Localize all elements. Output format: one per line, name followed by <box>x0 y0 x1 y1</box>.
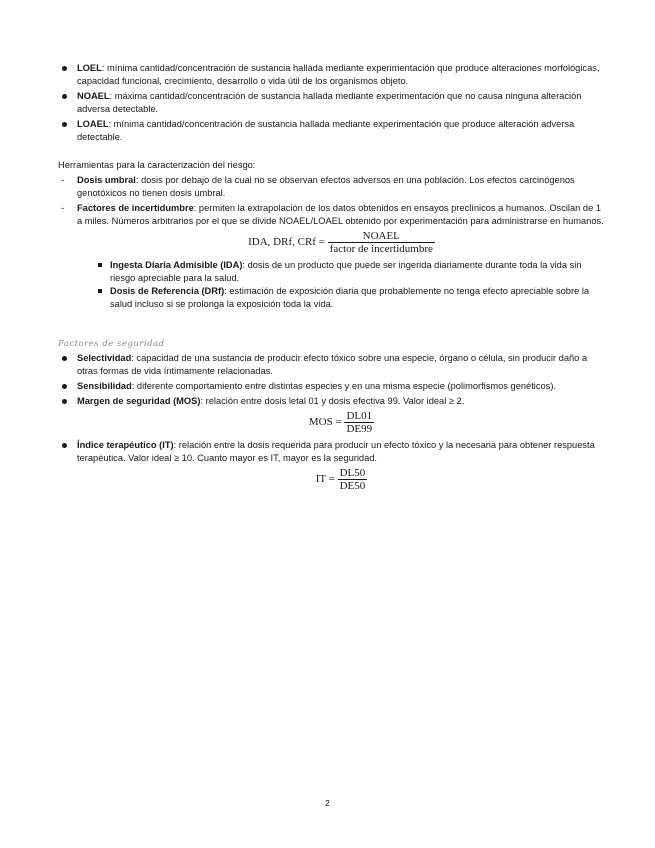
definition-text: : máxima cantidad/concentración de sustancia hallada mediante experimentación que no causa ninguna alteración adversa detectable. <box>77 91 582 114</box>
definition-text: : mínima cantidad/concentración de sustancia hallada mediante experimentación que produce alteración adversa detectable. <box>77 119 575 142</box>
sub-list <box>77 259 606 311</box>
it-formula <box>77 467 606 492</box>
term-it: Índice terapéutico (IT) <box>77 440 174 450</box>
list-item <box>58 174 606 200</box>
section-subtitle: Factores de seguridad <box>58 339 165 349</box>
formula-denominator: factor de incertidumbre <box>329 243 433 255</box>
ida-formula <box>77 230 606 255</box>
term-dosis-umbral: Dosis umbral <box>77 175 136 185</box>
list-item <box>58 62 606 88</box>
list-item <box>58 90 606 116</box>
definitions-section <box>58 62 606 146</box>
definition-text: : mínima cantidad/concentración de sustancia hallada mediante experimentación que produce alteraciones morfológicas, capacidad funcional, crecimiento, desarrollo o vida útil de los organismos objeto. <box>77 63 600 86</box>
safety-factors-section <box>58 338 606 496</box>
section-intro: Herramientas para la caracterización del riesgo: <box>58 160 256 170</box>
list-item <box>58 352 606 378</box>
safety-list <box>58 352 606 492</box>
definition-text: : dosis por debajo de la cual no se observan efectos adversos en una población. Los efectos carcinógenos genotóxicos no tienen dosis umbral. <box>77 175 575 198</box>
formula-fraction <box>344 410 374 435</box>
page-number: 2 <box>325 798 330 808</box>
term-noael: NOAEL <box>77 91 110 101</box>
tools-list <box>58 174 606 311</box>
formula-numerator: DL01 <box>346 410 373 422</box>
formula-denominator: DE99 <box>346 423 373 435</box>
definition-text: : diferente comportamiento entre distintas especies y en una misma especie (polimorfismos genéticos). <box>131 381 557 391</box>
term-sensibilidad: Sensibilidad <box>77 381 132 391</box>
definition-text: : dosis de un producto que puede ser ingerida diariamente durante toda la vida sin riesgo apreciable para la salud. <box>110 260 582 283</box>
term-mos: Margen de seguridad (MOS) <box>77 396 201 406</box>
term-factores-incertidumbre: Factores de incertidumbre <box>77 203 194 213</box>
formula-numerator: NOAEL <box>328 230 435 243</box>
term-selectividad: Selectividad <box>77 353 132 363</box>
formula-lhs: IT = <box>315 473 335 485</box>
term-loael: LOAEL <box>77 119 109 129</box>
list-item <box>95 285 606 311</box>
mos-formula <box>77 410 606 435</box>
risk-tools-section <box>58 159 606 313</box>
formula-lhs: MOS = <box>308 416 342 428</box>
formula-fraction <box>328 230 435 255</box>
definition-text: : relación entre la dosis requerida para producir un efecto tóxico y la necesaria para obtener respuesta terapéutica. Valor ideal ≥ 10. Cuanto mayor es IT, mayor es la seguridad. <box>77 440 595 463</box>
list-item <box>58 439 606 492</box>
list-item <box>58 380 606 393</box>
definition-text: : capacidad de una sustancia de producir efecto tóxico sobre una especie, órgano o célula, sin producir daño a otras formas de vida íntimamente relacionadas. <box>77 353 588 376</box>
list-item <box>58 202 606 311</box>
formula-fraction <box>338 467 368 492</box>
formula-lhs: IDA, DRf, CRf = <box>248 236 325 248</box>
list-item <box>58 118 606 144</box>
definition-text: : estimación de exposición diaria que probablemente no tenga efecto apreciable sobre la salud incluso si se prolonga la exposición toda la vida. <box>110 286 590 309</box>
term-ida: Ingesta Diaria Admisible (IDA) <box>110 260 243 270</box>
list-item <box>58 395 606 435</box>
term-drf: Dosis de Referencia (DRf) <box>110 286 225 296</box>
formula-numerator: DL50 <box>339 467 366 479</box>
definition-text: : relación entre dosis letal 01 y dosis efectiva 99. Valor ideal ≥ 2. <box>200 396 465 406</box>
term-loel: LOEL <box>77 63 102 73</box>
formula-denominator: DE50 <box>339 480 366 492</box>
definition-text: : permiten la extrapolación de los datos obtenidos en ensayos preclínicos a humanos. Oscilan de 1 a miles. Números arbitrarios por el que se divide NOAEL/LOAEL obtenido por experimentación para administrarse en humanos. <box>77 203 604 226</box>
list-item <box>95 259 606 285</box>
definitions-list <box>58 62 606 144</box>
